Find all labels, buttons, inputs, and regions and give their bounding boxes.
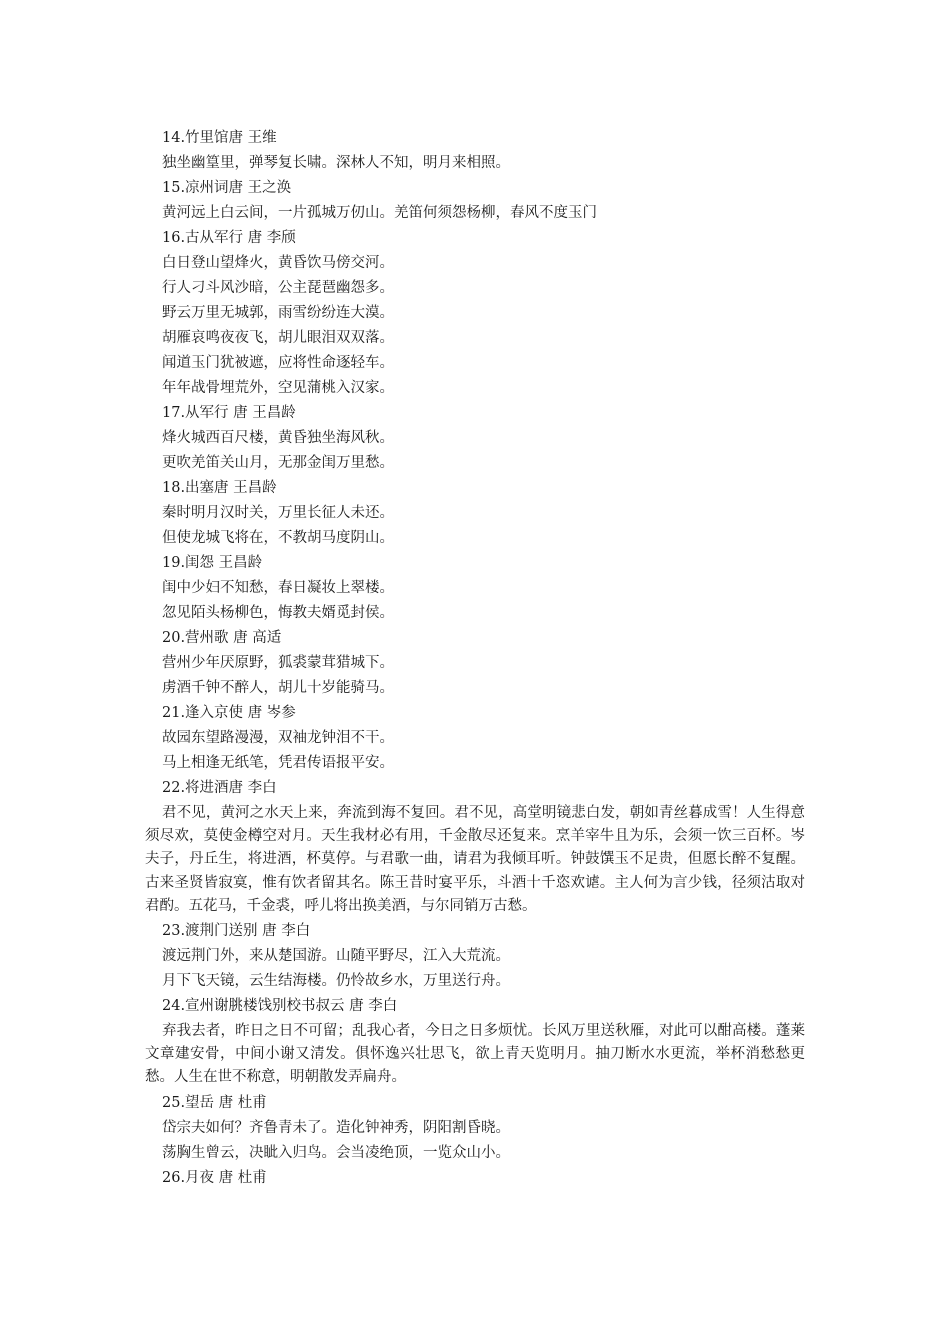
poem-title: 26.月夜 唐 杜甫 (162, 1169, 267, 1186)
poem-line: 忽见陌头杨柳色，悔教夫婿觅封侯。 (162, 605, 394, 621)
poem-line: 渡远荆门外，来从楚国游。山随平野尽，江入大荒流。 (162, 948, 510, 965)
poem-line: 胡雁哀鸣夜夜飞，胡儿眼泪双双落。 (162, 330, 394, 346)
poem-line: 但使龙城飞将在，不教胡马度阴山。 (162, 530, 394, 546)
poem-line: 闻道玉门犹被遮，应将性命逐轻车。 (162, 355, 394, 371)
poem-line: 烽火城西百尺楼，黄昏独坐海风秋。 (162, 430, 394, 446)
poem-line: 行人刁斗风沙暗，公主琵琶幽怨多。 (162, 280, 394, 296)
poem-title: 16.古从军行 唐 李颀 (162, 230, 296, 246)
poem-title: 15.凉州词唐 王之涣 (162, 180, 292, 196)
poem-paragraph: 弃我去者，昨日之日不可留；乱我心者，今日之日多烦忧。长风万里送秋雁，对此可以酣高楼。蓬莱文章建安骨，中间小谢又清发。俱怀逸兴壮思飞，欲上青天览明月。抽刀断水水更流，举杯消愁愁更愁。人生在世不称意，明朝散发弄扁舟。 (145, 1023, 805, 1086)
poem-line: 荡胸生曾云，决眦入归鸟。会当凌绝顶，一览众山小。 (162, 1144, 510, 1161)
poem-line: 月下飞天镜，云生结海楼。仍怜故乡水，万里送行舟。 (162, 973, 510, 990)
poem-line: 野云万里无城郭，雨雪纷纷连大漠。 (162, 305, 394, 321)
poem-line: 岱宗夫如何？齐鲁青未了。造化钟神秀，阴阳割昏晓。 (162, 1119, 510, 1136)
poem-line: 白日登山望烽火，黄昏饮马傍交河。 (162, 255, 394, 271)
poem-title: 17.从军行 唐 王昌龄 (162, 405, 296, 421)
poem-line: 独坐幽篁里，弹琴复长啸。深林人不知，明月来相照。 (162, 155, 510, 171)
poem-line: 年年战骨埋荒外，空见蒲桃入汉家。 (162, 380, 394, 396)
poem-line: 更吹羌笛关山月，无那金闺万里愁。 (162, 455, 394, 471)
poem-title: 25.望岳 唐 杜甫 (162, 1094, 267, 1111)
poem-line: 闺中少妇不知愁，春日凝妆上翠楼。 (162, 580, 394, 596)
document-body (145, 126, 805, 1191)
poem-line: 虏酒千钟不醉人，胡儿十岁能骑马。 (162, 680, 394, 696)
poem-line: 秦时明月汉时关，万里长征人未还。 (162, 505, 394, 521)
poem-paragraph: 君不见，黄河之水天上来，奔流到海不复回。君不见，高堂明镜悲白发，朝如青丝暮成雪！人生得意须尽欢，莫使金樽空对月。天生我材必有用，千金散尽还复来。烹羊宰牛且为乐，会须一饮三百杯。岑夫子，丹丘生，将进酒，杯莫停。与君歌一曲，请君为我倾耳听。钟鼓馔玉不足贵，但愿长醉不复醒。古来圣贤皆寂寞，惟有饮者留其名。陈王昔时宴平乐，斗酒十千恣欢谑。主人何为言少钱，径须沽取对君酌。五花马，千金裘，呼儿将出换美酒，与尔同销万古愁。 (145, 805, 805, 914)
poem-title: 24.宣州谢朓楼饯别校书叔云 唐 李白 (162, 998, 398, 1015)
poem-line: 故园东望路漫漫，双袖龙钟泪不干。 (162, 730, 394, 746)
poem-line: 营州少年厌原野，狐裘蒙茸猎城下。 (162, 655, 394, 671)
poem-title: 18.出塞唐 王昌龄 (162, 480, 277, 496)
poem-title: 19.闺怨 王昌龄 (162, 555, 263, 571)
poem-line: 马上相逢无纸笔，凭君传语报平安。 (162, 755, 394, 771)
poem-line: 黄河远上白云间，一片孤城万仞山。羌笛何须怨杨柳，春风不度玉门 (162, 205, 597, 221)
poem-title: 21.逢入京使 唐 岑参 (162, 705, 296, 721)
poem-title: 23.渡荆门送别 唐 李白 (162, 923, 311, 940)
poem-title: 14.竹里馆唐 王维 (162, 130, 277, 146)
poem-title: 22.将进酒唐 李白 (162, 780, 277, 796)
poem-title: 20.营州歌 唐 高适 (162, 630, 282, 646)
